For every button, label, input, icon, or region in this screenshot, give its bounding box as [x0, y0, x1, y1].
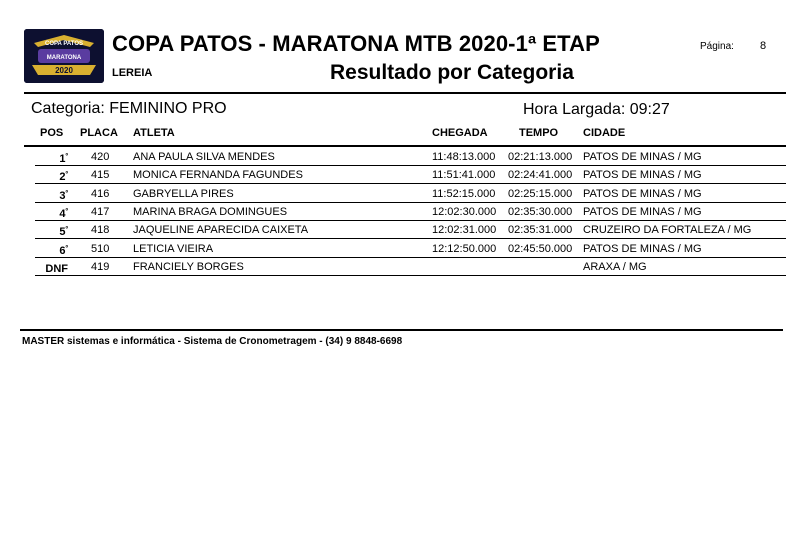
venue-name: LEREIA: [112, 67, 153, 79]
cell-pos-ordinal: º: [65, 171, 68, 179]
logo-text-mid: MARATONA: [46, 55, 82, 61]
footer-divider: [20, 329, 783, 331]
col-header-tempo: TEMPO: [519, 127, 559, 139]
col-header-cidade: CIDADE: [583, 127, 626, 139]
cell-placa: 417: [91, 205, 110, 218]
cell-chegada: 11:48:13.000: [432, 151, 496, 163]
cell-atleta: GABRYELLA PIRES: [133, 187, 234, 200]
cell-chegada: 11:51:41.000: [432, 169, 496, 182]
cell-placa: 420: [91, 151, 110, 163]
cell-pos-value: 5: [59, 226, 66, 239]
cell-pos: [24, 224, 68, 238]
col-header-pos: POS: [40, 127, 64, 139]
cell-atleta: ANA PAULA SILVA MENDES: [133, 151, 275, 163]
cell-pos: [24, 206, 68, 220]
cell-pos: [24, 169, 68, 183]
cell-pos-ordinal: º: [65, 244, 68, 252]
cell-cidade: PATOS DE MINAS / MG: [583, 151, 702, 163]
event-logo: [24, 29, 104, 83]
cell-cidade: PATOS DE MINAS / MG: [583, 187, 702, 200]
cell-pos: [24, 151, 68, 165]
col-header-atleta: ATLETA: [133, 127, 175, 139]
cell-chegada: 12:02:30.000: [432, 205, 497, 218]
table-row: [0, 221, 800, 239]
cell-pos: [24, 243, 68, 257]
column-header-divider: [24, 145, 786, 147]
cell-tempo: 02:35:31.000: [508, 224, 573, 237]
col-header-chegada: CHEGADA: [432, 127, 488, 139]
table-row: [0, 240, 800, 258]
cell-pos-value: 1: [59, 153, 66, 165]
cell-atleta: FRANCIELY BORGES: [133, 260, 244, 273]
cell-pos-value: 3: [59, 189, 66, 202]
cell-pos-value: 6: [59, 244, 66, 257]
cell-chegada: 12:02:31.000: [432, 224, 497, 237]
row-divider: [35, 275, 786, 276]
table-row: [0, 148, 800, 166]
cell-cidade: PATOS DE MINAS / MG: [583, 242, 702, 255]
logo-graphic: [24, 29, 104, 83]
cell-tempo: 02:25:15.000: [508, 187, 573, 200]
cell-pos-ordinal: º: [65, 189, 68, 197]
cell-chegada: 12:12:50.000: [432, 242, 497, 255]
page-label: Página:: [700, 41, 734, 52]
cell-pos-value: DNF: [45, 262, 68, 275]
cell-atleta: MONICA FERNANDA FAGUNDES: [133, 169, 303, 182]
cell-pos: [24, 188, 68, 202]
col-header-placa: PLACA: [80, 127, 118, 139]
cell-placa: 419: [91, 260, 110, 273]
cell-pos-value: 4: [59, 207, 66, 220]
event-title: COPA PATOS - MARATONA MTB 2020-1ª ETAP: [112, 31, 600, 56]
cell-tempo: 02:35:30.000: [508, 205, 573, 218]
logo-text-top: COPA PATOS: [44, 41, 84, 47]
cell-tempo: 02:21:13.000: [508, 151, 573, 163]
cell-placa: 416: [91, 187, 110, 200]
cell-atleta: MARINA BRAGA DOMINGUES: [133, 205, 288, 218]
cell-pos: [24, 261, 68, 275]
cell-chegada: 11:52:15.000: [432, 187, 496, 200]
cell-cidade: PATOS DE MINAS / MG: [583, 205, 702, 218]
page-number: 8: [760, 40, 767, 52]
cell-tempo: 02:24:41.000: [508, 169, 573, 182]
cell-placa: 418: [91, 224, 110, 237]
cell-placa: 510: [91, 242, 110, 255]
category-label: Categoria: FEMININO PRO: [31, 100, 227, 117]
table-row: [0, 166, 800, 184]
cell-pos-ordinal: º: [65, 226, 68, 234]
logo-year: 2020: [55, 66, 73, 75]
footer-text: MASTER sistemas e informática - Sistema de Cronometragem - (34) 9 8848-6698: [22, 336, 403, 347]
cell-placa: 415: [91, 169, 110, 182]
cell-pos-ordinal: º: [65, 153, 68, 160]
start-time: Hora Largada: 09:27: [523, 101, 670, 118]
table-row: [0, 185, 800, 203]
report-subtitle: Resultado por Categoria: [330, 61, 574, 84]
cell-atleta: LETICIA VIEIRA: [133, 242, 214, 255]
table-row: [0, 258, 800, 276]
cell-tempo: 02:45:50.000: [508, 242, 573, 255]
cell-atleta: JAQUELINE APARECIDA CAIXETA: [133, 224, 309, 237]
header-divider: [24, 92, 786, 94]
cell-pos-value: 2: [59, 171, 66, 184]
cell-cidade: ARAXA / MG: [583, 260, 647, 273]
cell-cidade: PATOS DE MINAS / MG: [583, 169, 702, 182]
cell-pos-ordinal: º: [65, 207, 68, 215]
cell-cidade: CRUZEIRO DA FORTALEZA / MG: [583, 224, 752, 237]
table-row: [0, 203, 800, 221]
